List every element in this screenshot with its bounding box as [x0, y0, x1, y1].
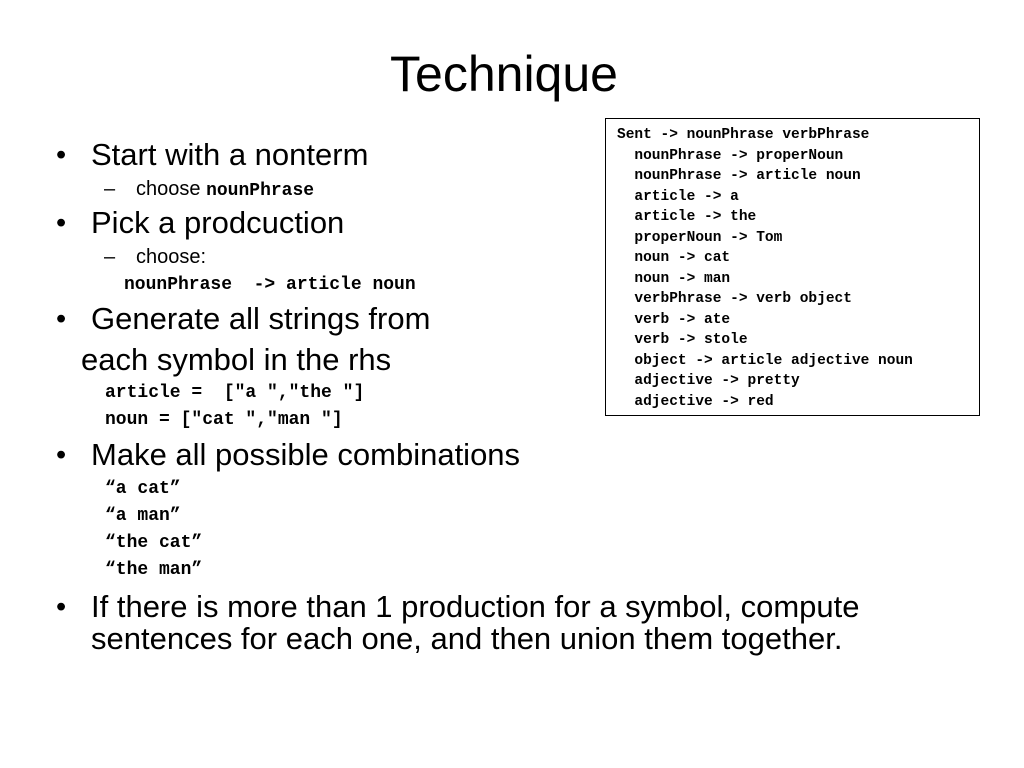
grammar-rule: verbPhrase -> verb object — [617, 291, 852, 307]
code-noun-list: noun = ["cat ","man "] — [105, 410, 343, 430]
bullet-pick-production: Pick a prodcuction — [91, 205, 345, 240]
bullet-union-line2: sentences for each one, and then union them together. — [91, 621, 843, 656]
grammar-rule: verb -> stole — [617, 332, 748, 348]
grammar-rule: properNoun -> Tom — [617, 229, 783, 246]
combination-item: “a man” — [105, 506, 181, 526]
grammar-rule: object -> article adjective noun — [617, 352, 913, 369]
bullet-dot-icon: • — [56, 207, 67, 239]
sub-bullet-code: nounPhrase — [206, 181, 315, 201]
grammar-rule: noun -> cat — [617, 250, 731, 266]
slide-title: Technique — [390, 46, 618, 102]
grammar-rule: article -> the — [617, 209, 757, 225]
grammar-rule: verb -> ate — [617, 311, 731, 328]
production-code: nounPhrase -> article noun — [124, 275, 416, 295]
grammar-rule: article -> a — [617, 188, 739, 205]
grammar-rule: adjective -> red — [617, 393, 774, 410]
combination-item: “a cat” — [105, 479, 181, 499]
bullet-make-combinations: Make all possible combinations — [91, 437, 521, 472]
bullet-generate-strings-line1: Generate all strings from — [91, 301, 431, 336]
grammar-rule: noun -> man — [617, 270, 731, 287]
bullet-generate-strings-line2: each symbol in the rhs — [81, 342, 392, 377]
code-article-list: article = ["a ","the "] — [105, 383, 365, 403]
grammar-rule: adjective -> pretty — [617, 373, 800, 389]
grammar-box — [605, 118, 980, 416]
grammar-rule: nounPhrase -> properNoun — [617, 147, 844, 164]
bullet-dot-icon: • — [56, 139, 67, 171]
sub-bullet-dash-icon: – — [104, 178, 116, 200]
combination-item: “the man” — [105, 560, 203, 580]
grammar-rule: nounPhrase -> article noun — [617, 168, 861, 184]
bullet-start-with-nonterm: Start with a nonterm — [91, 137, 369, 172]
sub-bullet-label: choose — [136, 178, 207, 200]
bullet-dot-icon: • — [56, 591, 67, 623]
bullet-dot-icon: • — [56, 303, 67, 335]
sub-bullet-dash-icon: – — [104, 246, 116, 268]
sub-bullet-choose-nonterm — [136, 177, 314, 203]
grammar-rule: Sent -> nounPhrase verbPhrase — [617, 127, 870, 143]
sub-bullet-choose-label: choose: — [136, 246, 207, 268]
bullet-dot-icon: • — [56, 439, 67, 471]
combination-item: “the cat” — [105, 533, 203, 553]
bullet-union-line1: If there is more than 1 production for a symbol, compute — [91, 589, 860, 624]
